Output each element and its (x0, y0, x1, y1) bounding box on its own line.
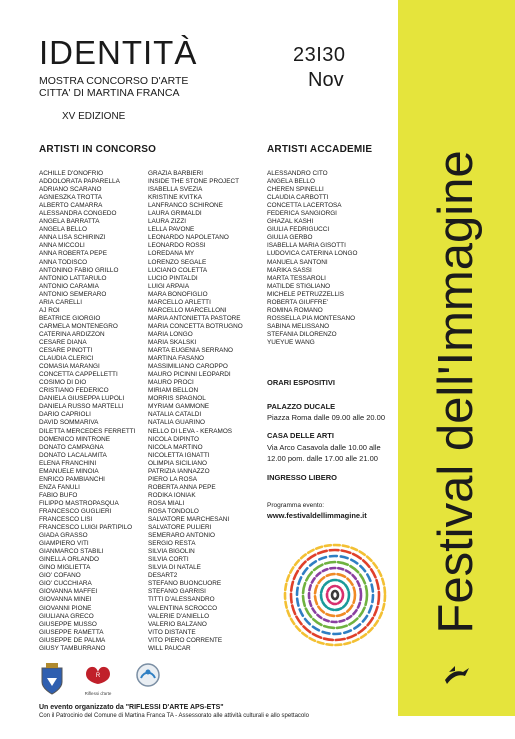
date-month: Nov (308, 69, 344, 91)
list-item: MATILDE STIGLIANO (267, 282, 331, 290)
list-item: BEATRICE GIORGIO (39, 314, 101, 322)
list-item: WILL PAUCAR (148, 644, 191, 652)
list-item: CONCETTA CAPPELLETTI (39, 371, 118, 379)
list-item: SILVIA BIGOLIN (148, 548, 195, 556)
list-item: DILETTA MERCEDES FERRETTI (39, 427, 136, 435)
list-item: MARTINA FASANO (148, 355, 204, 363)
list-item: DARIO CAPRIOLI (39, 411, 91, 419)
list-item: NICOLA MARTINO (148, 443, 203, 451)
list-item: LUDOVICA CATERINA LONGO (267, 250, 358, 258)
list-item: ANGELA BELLO (267, 178, 315, 186)
list-item: LELLA PAVONE (148, 226, 195, 234)
website-link[interactable]: www.festivaldellimmagine.it (267, 511, 367, 520)
list-item: STEFANO BUONCUORE (148, 580, 222, 588)
list-item: PIERO LA ROSA (148, 475, 198, 483)
list-item: CONCETTA LACERTOSA (267, 202, 342, 210)
list-item: GIANMARCO STABILI (39, 548, 104, 556)
list-item: GIOVANNI PIONE (39, 604, 92, 612)
list-item: SEMERARO ANTONIO (148, 532, 215, 540)
list-item: VITO DISTANTE (148, 628, 196, 636)
list-item: ISABELLA SVEZIA (148, 186, 203, 194)
list-item: FABIO BUFO (39, 491, 78, 499)
list-item: FEDERICA SANGIORGI (267, 210, 337, 218)
list-item: VITO PIERO CORRENTE (148, 636, 223, 644)
list-item: FILIPPO MASTROPASQUA (39, 499, 119, 507)
list-item: TITTI D'ALESSANDRO (148, 596, 215, 604)
list-item: LORENZO SEGALE (148, 258, 207, 266)
list-item: ELENA FRANCHINI (39, 459, 97, 467)
list-item: ANTONIO LATTARULO (39, 274, 107, 282)
list-item: CATERINA ARDIZZON (39, 330, 105, 338)
list-item: STEFANIA DILORENZO (267, 330, 337, 338)
list-item: LEONARDO ROSSI (148, 242, 206, 250)
list-item: DOMENICO MINTRONE (39, 435, 111, 443)
list-item: GIOVANNA MAFFEI (39, 588, 98, 596)
list-item: DESART2 (148, 572, 178, 580)
list-item: GIUSEPPE RAMETTA (39, 628, 104, 636)
list-item: ROMINA ROMANO (267, 306, 323, 314)
list-item: MIRIAM BELLON (148, 387, 199, 395)
concorso-heading: ARTISTI IN CONCORSO (39, 144, 157, 155)
list-item: GHAZAL KASHI (267, 218, 314, 226)
list-item: ANTONINO FABIO GRILLO (39, 266, 119, 274)
list-item: GIAMPIERO VITI (39, 540, 89, 548)
list-item: GIULIA GERBO (267, 234, 313, 242)
list-item: LAURA ZIZZI (148, 218, 186, 226)
list-item: RODIKA IONIAK (148, 491, 196, 499)
list-item: LAURA GRIMALDI (148, 210, 202, 218)
list-item: GRAZIA BARBIERI (148, 170, 204, 177)
list-item: CLAUDIA CLERICI (39, 355, 94, 363)
venue-2-detail-1: Via Arco Casavola dalle 10.00 alle (267, 443, 381, 452)
list-item: GIULIA FEDRIGUCCI (267, 226, 330, 234)
list-item: LANFRANCO SCHIRONE (148, 202, 223, 210)
subtitle-line-2: CITTA' DI MARTINA FRANCA (39, 87, 180, 99)
list-item: LUCIO PINTALDI (148, 274, 198, 282)
svg-text:R: R (95, 673, 101, 679)
list-item: ENZA FANULI (39, 483, 80, 491)
list-item: ALESSANDRO CITO (267, 170, 328, 177)
venue-2-detail-2: 12.00 pom. dalle 17.00 alle 21.00 (267, 454, 378, 463)
list-item: KRISTINE KVITKA (148, 194, 202, 202)
list-item: MICHELE PETRUZZELLIS (267, 290, 345, 298)
list-item: MANUELA SANTONI (267, 258, 328, 266)
list-item: MORRIS SPAGNOL (148, 395, 206, 403)
list-item: ANNA MICCOLI (39, 242, 85, 250)
list-item: DONATO LACALAMITA (39, 451, 107, 459)
list-item: AJ ROI (39, 306, 60, 314)
list-item: MARTA EUGENIA SERRANO (148, 347, 233, 355)
concorso-list-col-1 (39, 170, 135, 653)
fingerprint-artwork (280, 540, 390, 650)
list-item: GINO MIGLIETTA (39, 564, 91, 572)
list-item: ANGELA BARRATTA (39, 218, 100, 226)
list-item: MARIA LONGO (148, 330, 193, 338)
list-item: ANNA LISA SCHIRINZI (39, 234, 106, 242)
list-item: DAVID SOMMARIVA (39, 419, 99, 427)
list-item: CARMELA MONTENEGRO (39, 322, 118, 330)
list-item: GIUSEPPE DE PALMA (39, 636, 106, 644)
list-item: ALESSANDRA CONGEDO (39, 210, 117, 218)
list-item: ENRICO PAMBIANCHI (39, 475, 105, 483)
list-item: GIUSY TAMBURRANO (39, 644, 106, 652)
list-item: COMASIA MARANGI (39, 363, 100, 371)
list-item: INSIDE THE STONE PROJECT (148, 178, 240, 186)
list-item: MARCELLO ARLETTI (148, 298, 211, 306)
list-item: GIO' COFANO (39, 572, 81, 580)
program-label: Programma evento: (267, 502, 325, 509)
list-item: SALVATORE MARCHESANI (148, 516, 230, 524)
list-item: MARIKA SASSI (267, 266, 312, 274)
list-item: MARA BONOFIGLIO (148, 290, 208, 298)
list-item: AGNIESZKA TROTTA (39, 194, 102, 202)
list-item: VALERIE D'ANIELLO (148, 612, 210, 620)
footer-organizer: Un evento organizzato da "RIFLESSI D'ARTE APS-ETS" (39, 704, 224, 711)
list-item: YUEYUE WANG (267, 338, 315, 346)
concorso-list-col-2 (148, 170, 243, 653)
list-item: PATRIZIA IANNAZZO (148, 467, 210, 475)
list-item: VALERIO BALZANO (148, 620, 207, 628)
list-item: CHEREN SPINELLI (267, 186, 324, 194)
list-item: DANIELA GIUSEPPA LUPOLI (39, 395, 125, 403)
list-item: SILVIA CORTI (148, 556, 189, 564)
list-item: GIOVANNA MINEI (39, 596, 92, 604)
list-item: COSIMO DI DIO (39, 379, 87, 387)
riflessi-darte-logo (82, 662, 114, 696)
list-item: ANTONIO SEMERARO (39, 290, 107, 298)
list-item: MARIA SKALSKI (148, 338, 197, 346)
list-item: LUIGI ARPAIA (148, 282, 190, 290)
list-item: MYRIAM GAMMONE (148, 403, 210, 411)
list-item: FRANCESCO GUGLIERI (39, 507, 112, 515)
list-item: CESARE DIANA (39, 338, 87, 346)
list-item: ANNA ROBERTA PEPE (39, 250, 107, 258)
riflessi-darte-logo-text: Riflessi d'arte (84, 691, 112, 696)
list-item: ARIA CARELLI (39, 298, 82, 306)
list-item: MARCELLO MARCELLONI (148, 306, 227, 314)
list-item: MARIA CONCETTA BOTRUGNO (148, 322, 243, 330)
accademie-list (267, 170, 357, 347)
list-item: ACHILLE D'ONOFRIO (39, 170, 104, 177)
list-item: FRANCESCO LUIGI PARTIPILO (39, 524, 133, 532)
ingresso-libero: INGRESSO LIBERO (267, 473, 338, 482)
venue-2-name: CASA DELLE ARTI (267, 431, 334, 440)
list-item: NICOLA DIPINTO (148, 435, 200, 443)
list-item: GINELLA ORLANDO (39, 556, 100, 564)
list-item: EMANUELE MINOIA (39, 467, 99, 475)
edition-label: XV EDIZIONE (62, 111, 126, 122)
list-item: ROBERTA ANNA PEPE (148, 483, 216, 491)
list-item: SALVATORE PULIERI (148, 524, 212, 532)
list-item: CRISTIANO FEDERICO (39, 387, 109, 395)
list-item: DANIELA RUSSO MARTELLI (39, 403, 124, 411)
list-item: LOREDANA MY (148, 250, 195, 258)
list-item: ROBERTA GIUFFRE' (267, 298, 328, 306)
list-item: FRANCESCO LISI (39, 516, 93, 524)
list-item: ANGELA BELLO (39, 226, 87, 234)
list-item: ADRIANO SCARANO (39, 186, 102, 194)
list-item: MARTA TESSAROLI (267, 274, 326, 282)
list-item: GIO' CUCCHIARA (39, 580, 92, 588)
list-item: CLAUDIA CARBOTTI (267, 194, 329, 202)
list-item: ALBERTO CAMARRA (39, 202, 103, 210)
list-item: MARIA ANTONIETTA PASTORE (148, 314, 241, 322)
festival-name: Festival dell'Immagine (429, 150, 483, 634)
list-item: STEFANO GARRISI (148, 588, 206, 596)
list-item: LUCIANO COLETTA (148, 266, 208, 274)
list-item: NATALIA CATALDI (148, 411, 202, 419)
list-item: ANNA TODISCO (39, 258, 88, 266)
festival-logo-icon (443, 664, 471, 686)
list-item: SERGIO RESTA (148, 540, 196, 548)
accademie-heading: ARTISTI ACCADEMIE (267, 144, 373, 155)
orari-label: ORARI ESPOSITIVI (267, 378, 335, 387)
list-item: GIULIANA GRECO (39, 612, 94, 620)
list-item: ISABELLA MARIA GISOTTI (267, 242, 346, 250)
list-item: SABINA MELISSANO (267, 322, 330, 330)
list-item: VALENTINA SCROCCO (148, 604, 218, 612)
list-item: GIADA GRASSO (39, 532, 88, 540)
venue-1-name: PALAZZO DUCALE (267, 402, 336, 411)
list-item: MASSIMILIANO CAROPPO (148, 363, 228, 371)
list-item: CESARE PINOTTI (39, 347, 93, 355)
list-item: NATALIA GUARINO (148, 419, 205, 427)
list-item: OLIMPIA SICILIANO (148, 459, 207, 467)
subtitle-line-1: MOSTRA CONCORSO D'ARTE (39, 75, 189, 87)
list-item: NELLO DI LEVA - KERAMOS (148, 427, 233, 435)
list-item: SILVIA DI NATALE (148, 564, 201, 572)
list-item: MAURO PICINNI LEOPARDI (148, 371, 231, 379)
comune-crest-logo (39, 662, 65, 696)
list-item: ROSA TONDOLO (148, 507, 199, 515)
subtitle (39, 75, 188, 99)
footer-patronage: Con il Patrocinio del Comune di Martina Franca TA - Assessorato alle attività culturali e allo spettacolo (39, 713, 309, 719)
list-item: ANTONIO CARAMIA (39, 282, 99, 290)
list-item: DONATO CAMPAGNA (39, 443, 104, 451)
date-days: 23I30 (293, 44, 346, 66)
list-item: MAURO PROCI (148, 379, 194, 387)
list-item: ROSSELLA PIA MONTESANO (267, 314, 356, 322)
list-item: GIUSEPPE MUSSO (39, 620, 97, 628)
partner-logo (135, 662, 161, 696)
list-item: ROSA MIALI (148, 499, 185, 507)
list-item: ADDOLORATA PAPARELLA (39, 178, 120, 186)
list-item: LEONARDO NAPOLETANO (148, 234, 229, 242)
venue-1-detail: Piazza Roma dalle 09.00 alle 20.00 (267, 413, 385, 422)
page-title: IDENTITÀ (39, 34, 198, 71)
list-item: NICOLETTA IGNATTI (148, 451, 210, 459)
